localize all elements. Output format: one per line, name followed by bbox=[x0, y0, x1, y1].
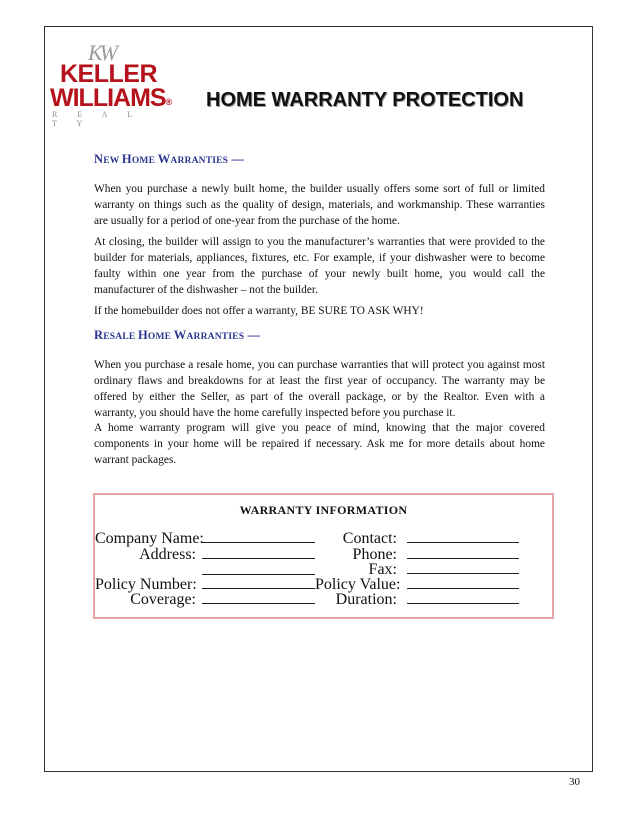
logo-monogram: KW bbox=[88, 40, 115, 65]
page-title: HOME WARRANTY PROTECTION bbox=[206, 89, 524, 111]
keller-williams-logo bbox=[50, 40, 172, 128]
text-line: offered by either the Seller, as part of the overall package, or by the Realtor. Even with a bbox=[94, 391, 545, 403]
text-line: When you purchase a resale home, you can purchase warranties that will protect you against most bbox=[94, 359, 545, 371]
new-home-warranties-heading bbox=[94, 152, 244, 167]
text-line: warranty, you should have the home carefully inspected before you purchase it. bbox=[94, 407, 456, 419]
coverage-field[interactable] bbox=[202, 591, 315, 604]
new-home-paragraph-3 bbox=[94, 303, 545, 319]
text-line: warrant packages. bbox=[94, 454, 177, 466]
logo-williams-text: WILLIAMS bbox=[50, 84, 166, 112]
text-line: When you purchase a newly built home, the builder usually offers some sort of full or limited bbox=[94, 183, 545, 195]
page-number: 30 bbox=[569, 776, 580, 788]
resale-paragraph-2 bbox=[94, 420, 545, 468]
heading-dash: — bbox=[228, 152, 245, 166]
resale-paragraph-1 bbox=[94, 357, 545, 421]
contact-label: Contact: bbox=[342, 530, 397, 547]
heading-smallcaps: ARRANTIES bbox=[186, 332, 245, 342]
heading-smallcaps: ESALE bbox=[103, 332, 138, 342]
address-field[interactable] bbox=[202, 546, 315, 559]
logo-line-keller: KELLER bbox=[60, 60, 157, 88]
text-line: If the homebuilder does not offer a warranty, BE SURE TO ASK WHY! bbox=[94, 305, 424, 317]
text-line: builder for materials, appliances, fixtures, etc. For example, if your dishwasher were to become bbox=[94, 252, 545, 264]
warranty-information-box bbox=[93, 493, 554, 619]
address-label: Address: bbox=[139, 546, 196, 563]
text-line: At closing, the builder will assign to you the manufacturer’s warranties that were provided to the bbox=[94, 236, 545, 248]
policy-value-field[interactable] bbox=[407, 576, 519, 589]
logo-registered-mark: ® bbox=[165, 97, 172, 107]
fax-field[interactable] bbox=[407, 561, 519, 574]
duration-label: Duration: bbox=[335, 591, 397, 608]
heading-smallcaps: OME bbox=[147, 332, 174, 342]
heading-smallcaps: ARRANTIES bbox=[170, 156, 229, 166]
company-name-label: Company Name: bbox=[95, 530, 204, 547]
company-name-field[interactable] bbox=[202, 530, 315, 543]
heading-dash: — bbox=[244, 328, 261, 342]
heading-smallcaps: OME bbox=[131, 156, 158, 166]
logo-line-williams bbox=[50, 86, 171, 111]
heading-smallcaps: EW bbox=[103, 156, 122, 166]
text-line: ordinary flaws and breakdowns for at least the first year of occupancy. The warranty may be bbox=[94, 375, 545, 387]
address-line-2-field[interactable] bbox=[202, 562, 315, 575]
logo-tagline-realty: R E A L T Y bbox=[52, 110, 141, 128]
heading-cap: R bbox=[94, 328, 104, 342]
heading-cap: H bbox=[137, 328, 148, 342]
text-line: A home warranty program will give you peace of mind, knowing that the major covered bbox=[94, 422, 545, 434]
heading-cap: N bbox=[94, 152, 104, 166]
new-home-paragraph-2 bbox=[94, 234, 545, 298]
resale-home-warranties-heading bbox=[94, 328, 260, 343]
phone-label: Phone: bbox=[352, 546, 397, 563]
heading-cap: W bbox=[173, 328, 187, 342]
phone-field[interactable] bbox=[407, 546, 519, 559]
fax-label: Fax: bbox=[368, 561, 397, 578]
contact-field[interactable] bbox=[407, 530, 519, 543]
heading-cap: W bbox=[157, 152, 171, 166]
text-line: warranty on things such as the quality of design, materials, and workmanship. These warranties bbox=[94, 199, 545, 211]
coverage-label: Coverage: bbox=[130, 591, 196, 608]
policy-value-label: Policy Value: bbox=[315, 576, 401, 593]
text-line: faulty within one year from the purchase of your newly built home, you would call the bbox=[94, 268, 545, 280]
duration-field[interactable] bbox=[407, 591, 519, 604]
text-line: are usually for a period of one-year from the purchase of the home. bbox=[94, 215, 400, 227]
new-home-paragraph-1 bbox=[94, 181, 545, 229]
heading-cap: H bbox=[121, 152, 132, 166]
text-line: components in your home will be repaired if necessary. Ask me for more details about home bbox=[94, 438, 545, 450]
text-line: manufacturer of the dishwasher – not the builder. bbox=[94, 284, 318, 296]
policy-number-label: Policy Number: bbox=[95, 576, 197, 593]
policy-number-field[interactable] bbox=[202, 576, 315, 589]
warranty-information-title: WARRANTY INFORMATION bbox=[239, 503, 408, 517]
